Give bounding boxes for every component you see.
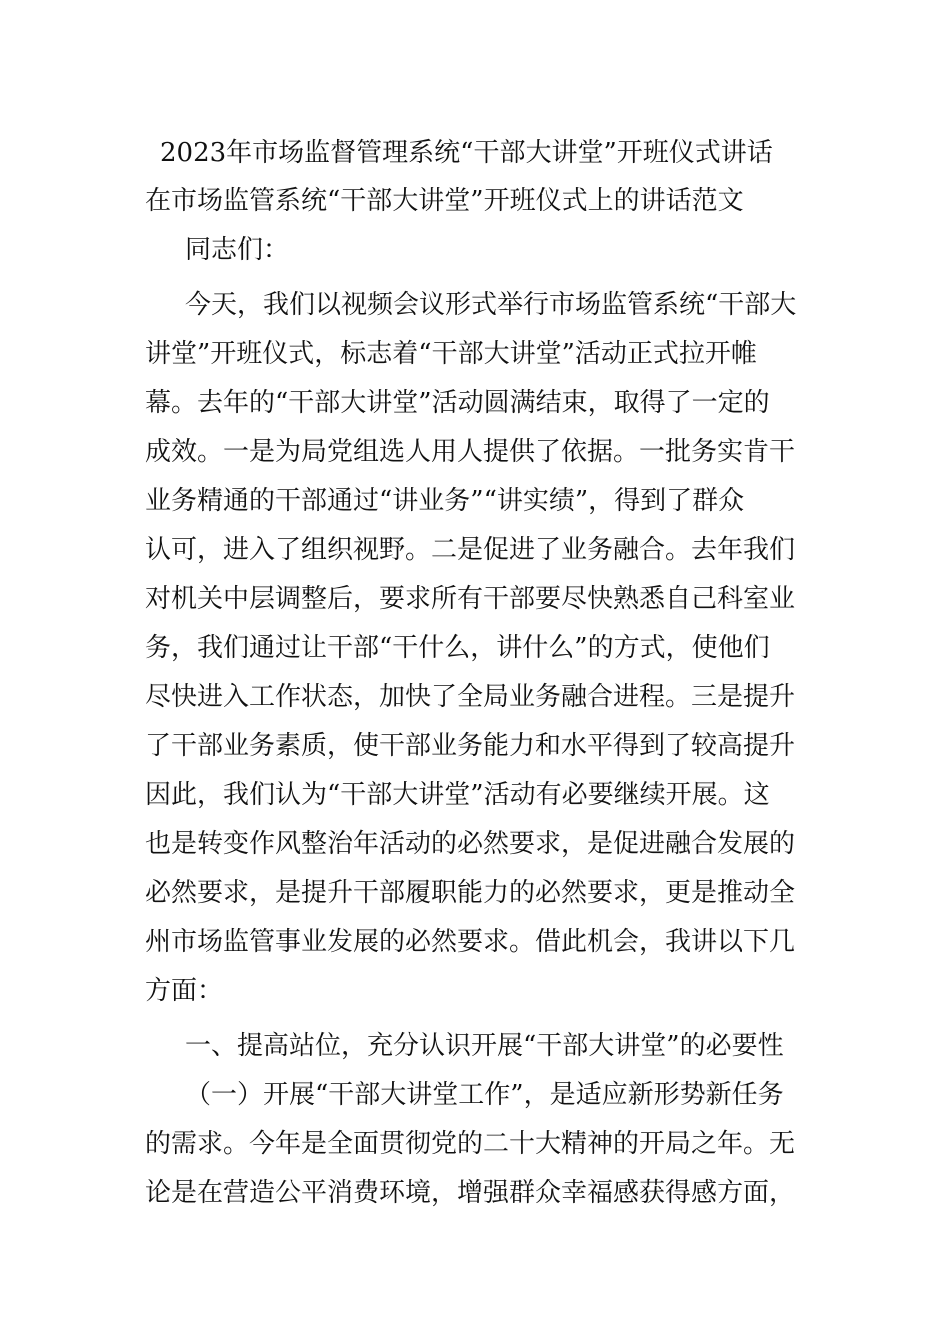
salutation: 同志们： xyxy=(185,235,290,265)
paragraph-line: 方面： xyxy=(145,976,224,1006)
paragraph-line: 成效。一是为局党组选人用人提供了依据。一批务实肯干 xyxy=(145,437,796,467)
paragraph-line: 讲堂”开班仪式，标志着“干部大讲堂”活动正式拉开帷 xyxy=(145,339,757,369)
document-title-line-1: 2023年市场监督管理系统“干部大讲堂”开班仪式讲话 xyxy=(160,138,773,168)
paragraph-line: 尽快进入工作状态，加快了全局业务融合进程。三是提升 xyxy=(145,682,796,712)
paragraph-line: 务，我们通过让干部“干什么，讲什么”的方式，使他们 xyxy=(145,633,770,663)
paragraph-line: （一）开展“干部大讲堂工作”，是适应新形势新任务 xyxy=(185,1080,784,1110)
paragraph-line: 幕。去年的“干部大讲堂”活动圆满结束，取得了一定的 xyxy=(145,388,770,418)
paragraph-line: 论是在营造公平消费环境，增强群众幸福感获得感方面， xyxy=(145,1178,796,1208)
paragraph-line: 必然要求，是提升干部履职能力的必然要求，更是推动全 xyxy=(145,878,796,908)
paragraph-line: 因此，我们认为“干部大讲堂”活动有必要继续开展。这 xyxy=(145,780,770,810)
paragraph-line: 了干部业务素质，使干部业务能力和水平得到了较高提升 xyxy=(145,731,796,761)
section-heading: 一、提高站位，充分认识开展“干部大讲堂”的必要性 xyxy=(185,1031,784,1061)
paragraph-line: 业务精通的干部通过“讲业务”“讲实绩”，得到了群众 xyxy=(145,486,745,516)
document-title-line-2: 在市场监管系统“干部大讲堂”开班仪式上的讲话范文 xyxy=(145,186,744,216)
paragraph-line: 对机关中层调整后，要求所有干部要尽快熟悉自己科室业 xyxy=(145,584,796,614)
paragraph-line: 也是转变作风整治年活动的必然要求，是促进融合发展的 xyxy=(145,829,796,859)
paragraph-line: 今天，我们以视频会议形式举行市场监管系统“干部大 xyxy=(185,290,797,320)
paragraph-line: 认可，进入了组织视野。二是促进了业务融合。去年我们 xyxy=(145,535,796,565)
paragraph-line: 的需求。今年是全面贯彻党的二十大精神的开局之年。无 xyxy=(145,1129,796,1159)
paragraph-line: 州市场监管事业发展的必然要求。借此机会，我讲以下几 xyxy=(145,927,796,957)
